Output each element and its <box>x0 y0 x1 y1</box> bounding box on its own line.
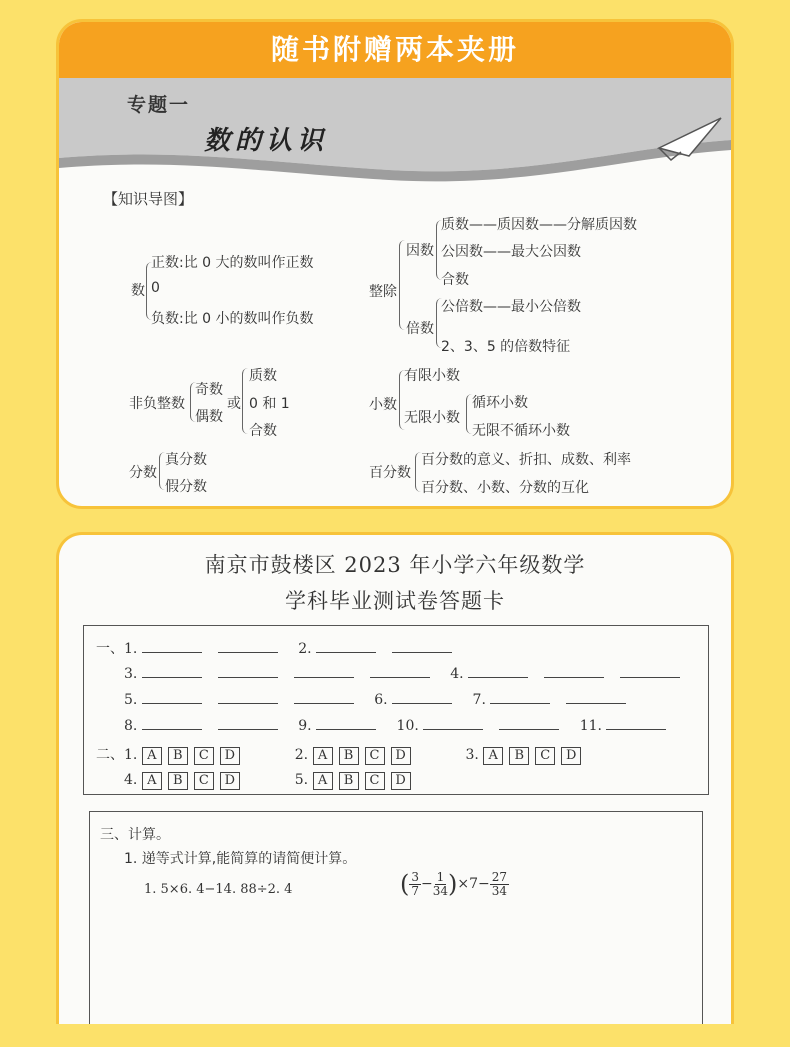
mindmap-heading: 【知识导图】 <box>103 190 194 208</box>
mm-fenshu-proper: 真分数 <box>165 452 207 468</box>
mc3-num: 3. <box>465 747 479 763</box>
option-c[interactable]: C <box>365 772 385 790</box>
answer-blank[interactable] <box>392 639 452 653</box>
section3-box <box>89 811 703 1024</box>
q9-num: 9. <box>298 718 312 734</box>
mm-xiaoshu-recurring: 循环小数 <box>472 395 528 411</box>
mm-feifu-or: 或 <box>227 396 241 412</box>
mm-shu-negative: 负数:比 0 小的数叫作负数 <box>151 311 314 327</box>
option-b[interactable]: B <box>339 772 359 790</box>
mm-shu-positive: 正数:比 0 大的数叫作正数 <box>151 255 314 271</box>
answer-blank[interactable] <box>544 664 604 678</box>
exam-title-line2: 学科毕业测试卷答题卡 <box>285 589 505 613</box>
option-d[interactable]: D <box>220 772 240 790</box>
section3-q1: 1. 递等式计算,能简算的请简便计算。 <box>124 851 357 867</box>
mm-baifenshu-root: 百分数 <box>369 465 411 481</box>
banner-title: 随书附赠两本夹册 <box>59 22 731 78</box>
answer-blank[interactable] <box>142 639 202 653</box>
q8-num: 8. <box>124 718 138 734</box>
answer-blank[interactable] <box>294 690 354 704</box>
answer-blank[interactable] <box>316 716 376 730</box>
q3-num: 3. <box>124 666 138 682</box>
topic-title: 数的认识 <box>204 126 329 156</box>
option-c[interactable]: C <box>365 747 385 765</box>
answer-sheet-card <box>56 532 734 1024</box>
option-d[interactable]: D <box>220 747 240 765</box>
option-a[interactable]: A <box>483 747 503 765</box>
answer-blank[interactable] <box>218 716 278 730</box>
mm-feifu-root: 非负整数 <box>129 396 185 412</box>
exam-title-line1: 南京市鼓楼区 2023 年小学六年级数学 <box>204 553 586 577</box>
mm-yinshu-1: 质数——质因数——分解质因数 <box>441 217 637 233</box>
mm-feifu-odd: 奇数 <box>195 382 223 398</box>
topic-label: 专题一 <box>127 94 191 116</box>
answer-blank[interactable] <box>566 690 626 704</box>
answer-blank[interactable] <box>620 664 680 678</box>
answer-blank[interactable] <box>316 639 376 653</box>
option-b[interactable]: B <box>168 747 188 765</box>
answer-blank[interactable] <box>294 664 354 678</box>
option-a[interactable]: A <box>313 747 333 765</box>
answer-blank[interactable] <box>606 716 666 730</box>
mm-xiaoshu-finite: 有限小数 <box>404 368 460 384</box>
option-b[interactable]: B <box>509 747 529 765</box>
mm-zhengchu-root: 整除 <box>369 284 397 300</box>
answer-blank[interactable] <box>142 716 202 730</box>
mm-feifu-even: 偶数 <box>195 409 223 425</box>
section1-label: 一、 <box>96 641 124 657</box>
section2-label: 二、 <box>96 747 124 763</box>
answer-blank[interactable] <box>423 716 483 730</box>
q10-num: 10. <box>396 718 419 734</box>
section3-label: 三、计算。 <box>100 827 170 843</box>
q1-num: 1. <box>124 641 138 657</box>
mm-shu-zero: 0 <box>151 280 160 296</box>
mc1-num: 1. <box>124 747 138 763</box>
mm-yinshu-2: 公因数——最大公因数 <box>441 244 581 260</box>
option-a[interactable]: A <box>313 772 333 790</box>
mm-brace <box>399 240 405 330</box>
expr1: 1. 5×6. 4−14. 88÷2. 4 <box>144 882 293 897</box>
option-d[interactable]: D <box>391 772 411 790</box>
mm-beishu-1: 公倍数——最小公倍数 <box>441 299 581 315</box>
mm-baifenshu-2: 百分数、小数、分数的互化 <box>421 480 589 496</box>
q7-num: 7. <box>472 692 486 708</box>
mm-xiaoshu-nonrecurring: 无限不循环小数 <box>472 423 570 439</box>
answer-blank[interactable] <box>218 639 278 653</box>
option-c[interactable]: C <box>535 747 555 765</box>
option-b[interactable]: B <box>168 772 188 790</box>
answer-blank[interactable] <box>142 690 202 704</box>
mm-brace <box>242 368 248 434</box>
answer-blank[interactable] <box>370 664 430 678</box>
mm-xiaoshu-infinite: 无限小数 <box>404 410 460 426</box>
mm-yinshu-3: 合数 <box>441 272 469 288</box>
mm-baifenshu-1: 百分数的意义、折扣、成数、利率 <box>421 452 631 468</box>
mm-feifu-zero-one: 0 和 1 <box>249 396 290 412</box>
mm-fenshu-root: 分数 <box>129 465 157 481</box>
answer-blank[interactable] <box>392 690 452 704</box>
mm-feifu-composite: 合数 <box>249 423 277 439</box>
mc2-num: 2. <box>294 747 309 763</box>
answer-blank[interactable] <box>499 716 559 730</box>
option-a[interactable]: A <box>142 747 162 765</box>
option-c[interactable]: C <box>194 747 214 765</box>
mm-shu-root: 数 <box>131 283 145 299</box>
q6-num: 6. <box>374 692 388 708</box>
expr2: ( $\frac{3}{7}$ − $\frac{1}{34}$ )×7− $\frac{27}{34}$ <box>400 869 508 898</box>
mm-beishu-label: 倍数 <box>406 321 434 337</box>
option-c[interactable]: C <box>194 772 214 790</box>
q2-num: 2. <box>298 641 312 657</box>
mm-xiaoshu-root: 小数 <box>369 397 397 413</box>
mc4-num: 4. <box>124 772 138 788</box>
q5-num: 5. <box>124 692 138 708</box>
mm-yinshu-label: 因数 <box>406 243 434 259</box>
answer-blank[interactable] <box>218 664 278 678</box>
answer-blank[interactable] <box>468 664 528 678</box>
mc5-num: 5. <box>294 772 309 788</box>
option-b[interactable]: B <box>339 747 359 765</box>
option-d[interactable]: D <box>391 747 411 765</box>
answer-blank[interactable] <box>142 664 202 678</box>
answer-blank[interactable] <box>490 690 550 704</box>
option-d[interactable]: D <box>561 747 581 765</box>
section1-2-box <box>83 625 709 795</box>
q11-num: 11. <box>579 718 602 734</box>
mm-fenshu-improper: 假分数 <box>165 479 207 495</box>
q4-num: 4. <box>450 666 464 682</box>
mm-feifu-prime: 质数 <box>249 368 277 384</box>
mm-beishu-2: 2、3、5 的倍数特征 <box>441 339 571 355</box>
mindmap-card <box>56 19 734 509</box>
option-a[interactable]: A <box>142 772 162 790</box>
answer-blank[interactable] <box>218 690 278 704</box>
